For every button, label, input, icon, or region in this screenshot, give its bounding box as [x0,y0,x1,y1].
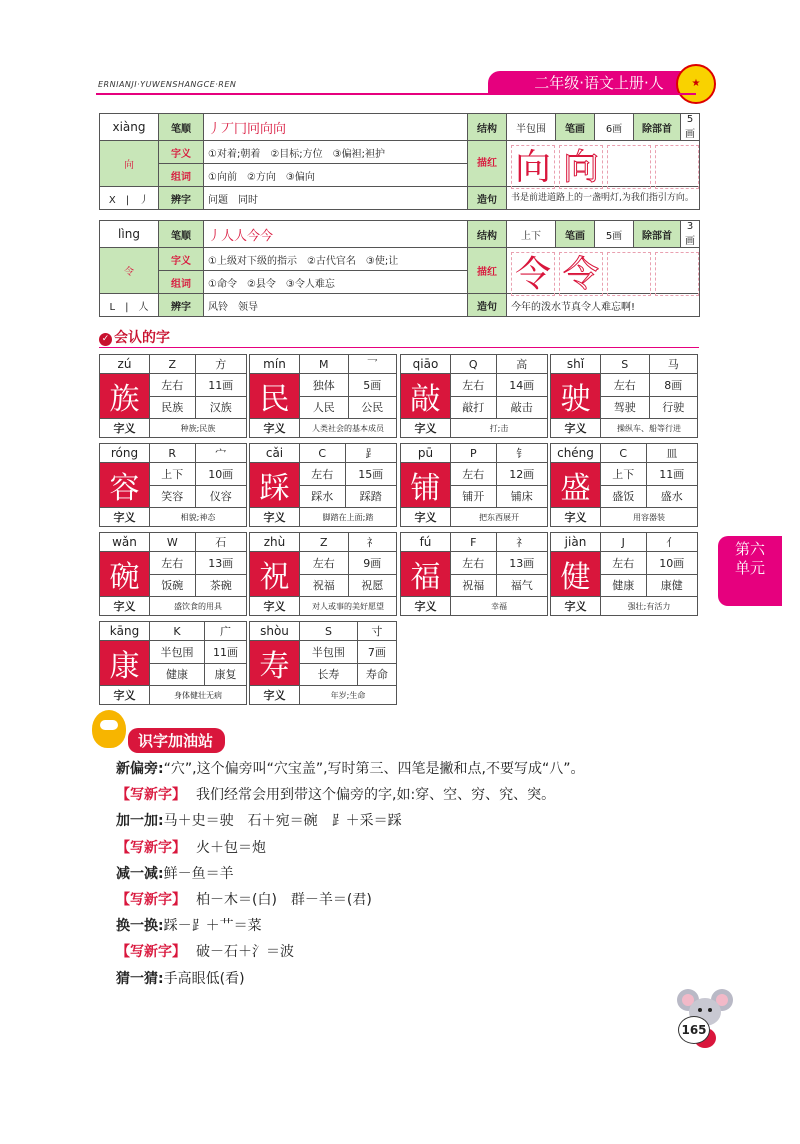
character: 踩 [250,463,300,508]
recognize-char-entry [400,443,548,527]
meaning: 身体健壮无病 [150,686,247,705]
label-meaning: 字义 [551,508,601,527]
meaning: 相貌;神态 [150,508,247,527]
label-stroke-order: 笔顺 [159,221,204,248]
stroke-count: 12画 [496,463,547,486]
write-new-char-line [116,941,294,961]
label-meaning: 字义 [159,248,204,271]
label-meaning: 字义 [250,686,300,705]
character: 碗 [100,552,150,597]
stroke-count: 8画 [649,374,698,397]
trace-area [507,248,700,294]
pinyin: chéng [551,444,601,463]
meaning: 幸福 [451,597,548,616]
pinyin: mín [250,355,300,374]
label-meaning: 字义 [401,508,451,527]
structure: 半包围 [507,114,556,141]
label-structure: 结构 [468,114,507,141]
sentence: 书是前进道路上的一盏明灯,为我们指引方向。 [507,187,700,210]
stroke-count: 11画 [195,374,246,397]
structure: 左右 [451,463,497,486]
index-letter: K [150,622,205,641]
label-distinguish: 辨字 [159,294,204,317]
stroke-count: 7画 [357,641,396,664]
char-entry-xiang [99,113,700,210]
sentence: 今年的泼水节真令人难忘啊! [507,294,700,317]
stroke-order: 丿人人今今 [204,221,468,248]
pinyin: zú [100,355,150,374]
character: 康 [100,641,150,686]
check-icon: ✓ [99,333,112,346]
stroke-count: 6画 [595,114,634,141]
pinyin: xiàng [100,114,159,141]
word-2: 仪容 [195,485,246,508]
word-2: 康健 [646,574,697,597]
stroke-count: 13画 [195,552,246,575]
stroke-count: 14画 [496,374,547,397]
character: 族 [100,374,150,419]
label-sentence: 造句 [468,187,507,210]
label-meaning: 字义 [100,686,150,705]
header-rule [96,93,696,95]
recognize-char-entry [249,354,397,438]
character: 容 [100,463,150,508]
recognize-char-entry [99,354,247,438]
stroke-count: 11画 [204,641,246,664]
recognize-char-entry [550,354,698,438]
trace-blank [607,145,651,189]
character: 敲 [401,374,451,419]
word-2: 行驶 [649,396,698,419]
recognize-char-entry [249,621,397,705]
label-meaning: 字义 [159,141,204,164]
structure: 左右 [451,552,497,575]
radical: 礻 [496,533,547,552]
index-letter: S [300,622,358,641]
label-meaning: 字义 [401,597,451,616]
label-meaning: 字义 [100,508,150,527]
station-line [116,810,402,830]
label-meaning: 字义 [551,419,601,438]
word-1: 踩水 [300,485,346,508]
word-1: 盛饭 [601,485,647,508]
radical: 马 [649,355,698,374]
radical: 宀 [195,444,246,463]
line-text: 踩－⻊＋艹＝菜 [163,918,262,935]
stroke-count: 5画 [348,374,397,397]
word-2: 踩踏 [345,485,396,508]
line-text: 鲜－鱼＝羊 [163,865,234,882]
index-letter: S [601,355,650,374]
index-cell: X | 丿 [100,187,159,210]
label-words: 组词 [159,164,204,187]
label-excl-radical: 除部首 [634,221,681,248]
radical: ⻊ [345,444,396,463]
pinyin: zhù [250,533,300,552]
character: 福 [401,552,451,597]
index-cell: L | 人 [100,294,159,317]
structure: 左右 [300,552,349,575]
label-trace: 描红 [468,248,507,294]
index-letter: J [601,533,647,552]
meaning: 用容器装 [601,508,698,527]
stroke-count: 15画 [345,463,396,486]
character: 祝 [250,552,300,597]
line-text: 马＋史＝驶 石＋宛＝碗 ⻊＋采＝踩 [163,813,402,830]
pinyin: wǎn [100,533,150,552]
recognize-char-entry [99,532,247,616]
structure: 半包围 [300,641,358,664]
label-distinguish: 辨字 [159,187,204,210]
structure: 上下 [601,463,647,486]
line-key: 【写新字】 [116,892,186,908]
structure: 左右 [300,463,346,486]
pinyin: fú [401,533,451,552]
meaning: 人类社会的基本成员 [300,419,397,438]
label-sentence: 造句 [468,294,507,317]
word-1: 长寿 [300,663,358,686]
excl-radical-count: 5画 [681,114,700,141]
line-key: 【写新字】 [116,839,186,856]
distinguish: 问题 同时 [204,187,468,210]
station-title: 识字加油站 [128,728,225,753]
word-1: 敲打 [451,396,497,419]
meaning: 盛饮食的用具 [150,597,247,616]
label-strokes: 笔画 [556,114,595,141]
big-character: 向 [100,141,159,187]
structure: 独体 [300,374,349,397]
character: 健 [551,552,601,597]
recognize-char-entry [249,443,397,527]
word-1: 健康 [150,663,205,686]
radical: 亻 [646,533,697,552]
line-key: 猜一猜: [116,970,164,987]
line-key: 加一加: [116,813,164,830]
label-structure: 结构 [468,221,507,248]
line-text: 火＋包＝炮 [196,839,266,856]
radical: 钅 [496,444,547,463]
running-header-pinyin: ERNIANJI·YUWENSHANGCE·REN [98,80,237,89]
character: 民 [250,374,300,419]
radical: 高 [496,355,547,374]
radical: 石 [195,533,246,552]
word-2: 寿命 [357,663,396,686]
trace-area [507,141,700,187]
meaning: 脚踏在上面;踏 [300,508,397,527]
label-meaning: 字义 [250,508,300,527]
radical: 礻 [348,533,397,552]
write-new-char-line [116,784,555,804]
trace-blank [655,145,699,189]
index-letter: C [300,444,346,463]
structure: 半包围 [150,641,205,664]
trace-char-solid: 向 [511,145,555,189]
line-key: 减一减: [116,865,164,882]
radical: 皿 [646,444,697,463]
words: ①向前 ②方向 ③偏向 [204,164,468,187]
pinyin: shǐ [551,355,601,374]
radical: 广 [204,622,246,641]
label-meaning: 字义 [250,597,300,616]
section-heading: ✓ 会认的字 [99,327,170,347]
character: 驶 [551,374,601,419]
character: 铺 [401,463,451,508]
index-letter: Z [150,355,196,374]
line-key: 【写新字】 [116,944,186,961]
stroke-count: 10画 [646,552,697,575]
index-letter: W [150,533,196,552]
meaning: 年岁;生命 [300,686,397,705]
meaning: 操纵车、船等行进 [601,419,698,438]
line-text: 柏－木＝(白) 群－羊＝(君) [196,892,372,908]
meaning: ①上级对下级的指示 ②古代官名 ③使;让 [204,248,468,271]
label-words: 组词 [159,271,204,294]
publisher-logo: ★ [676,64,716,104]
meaning: 对人或事的美好愿望 [300,597,397,616]
meaning: 强壮;有活力 [601,597,698,616]
excl-radical-count: 3画 [681,221,700,248]
index-letter: M [300,355,349,374]
trace-char-outline: 向 [559,145,603,189]
radical: 寸 [357,622,396,641]
word-1: 驾驶 [601,396,650,419]
word-2: 公民 [348,396,397,419]
write-new-char-line [116,837,266,857]
stroke-order: 丿丆冂冋向向 [204,114,468,141]
word-2: 铺床 [496,485,547,508]
meaning: 种族;民族 [150,419,247,438]
word-2: 祝愿 [348,574,397,597]
line-text: 我们经常会用到带这个偏旁的字,如:穿、空、穷、究、突。 [196,787,556,804]
pinyin: kāng [100,622,150,641]
recognize-char-entry [550,443,698,527]
word-2: 康复 [204,663,246,686]
label-strokes: 笔画 [556,221,595,248]
big-character: 令 [100,248,159,294]
recognize-char-entry [550,532,698,616]
index-letter: C [601,444,647,463]
label-meaning: 字义 [100,597,150,616]
character: 盛 [551,463,601,508]
structure: 左右 [150,552,196,575]
write-new-char-line [116,889,372,909]
word-2: 福气 [496,574,547,597]
station-line [116,968,245,988]
trace-char-solid: 令 [511,252,555,296]
word-2: 汉族 [195,396,246,419]
line-text: 破－石＋氵＝波 [196,944,294,961]
pinyin: shòu [250,622,300,641]
label-meaning: 字义 [100,419,150,438]
recognize-char-entry [99,621,247,705]
label-meaning: 字义 [551,597,601,616]
label-meaning: 字义 [401,419,451,438]
word-1: 人民 [300,396,349,419]
structure: 上下 [150,463,196,486]
trace-blank [655,252,699,296]
label-trace: 描红 [468,141,507,187]
char-entry-ling [99,220,700,317]
word-1: 祝福 [451,574,497,597]
line-key: 新偏旁: [116,761,164,777]
section-rule [99,347,699,348]
index-letter: R [150,444,196,463]
stroke-count: 11画 [646,463,697,486]
meaning: 打;击 [451,419,548,438]
stroke-count: 5画 [595,221,634,248]
station-line [116,863,234,883]
structure: 左右 [601,374,650,397]
page-number: 165 [678,1016,710,1044]
label-meaning: 字义 [250,419,300,438]
distinguish: 风铃 领导 [204,294,468,317]
word-1: 铺开 [451,485,497,508]
station-line [116,758,584,778]
label-excl-radical: 除部首 [634,114,681,141]
stroke-count: 10画 [195,463,246,486]
structure: 左右 [601,552,647,575]
unit-side-tab: 第六 单元 [718,536,782,606]
structure: 左右 [150,374,196,397]
recognize-char-entry [99,443,247,527]
trace-blank [607,252,651,296]
pinyin: róng [100,444,150,463]
radical: 方 [195,355,246,374]
stroke-count: 13画 [496,552,547,575]
recognize-char-entry [400,532,548,616]
word-1: 民族 [150,396,196,419]
word-2: 盛水 [646,485,697,508]
meaning: ①对着;朝着 ②目标;方位 ③偏袒;袒护 [204,141,468,164]
word-1: 健康 [601,574,647,597]
pinyin: jiàn [551,533,601,552]
index-letter: Q [451,355,497,374]
running-header-title: 二年级·语文上册·人 [488,71,710,95]
mascot-icon [92,710,126,748]
pinyin: lìng [100,221,159,248]
pinyin: pū [401,444,451,463]
word-2: 敲击 [496,396,547,419]
line-text: 手高眼低(看) [163,970,245,987]
index-letter: Z [300,533,349,552]
word-1: 祝福 [300,574,349,597]
structure: 上下 [507,221,556,248]
meaning: 把东西展开 [451,508,548,527]
line-key: 换一换: [116,918,164,935]
trace-char-outline: 令 [559,252,603,296]
word-2: 茶碗 [195,574,246,597]
pinyin: cǎi [250,444,300,463]
index-letter: F [451,533,497,552]
radical: 乛 [348,355,397,374]
word-1: 饭碗 [150,574,196,597]
pinyin: qiāo [401,355,451,374]
stroke-count: 9画 [348,552,397,575]
recognize-char-entry [400,354,548,438]
character: 寿 [250,641,300,686]
index-letter: P [451,444,497,463]
label-stroke-order: 笔顺 [159,114,204,141]
words: ①命令 ②县令 ③令人难忘 [204,271,468,294]
station-line [116,915,262,935]
recognize-char-entry [249,532,397,616]
line-text: “穴”,这个偏旁叫“穴宝盖”,写时第三、四笔是撇和点,不要写成“八”。 [163,761,585,777]
structure: 左右 [451,374,497,397]
word-1: 笑容 [150,485,196,508]
line-key: 【写新字】 [116,787,186,804]
